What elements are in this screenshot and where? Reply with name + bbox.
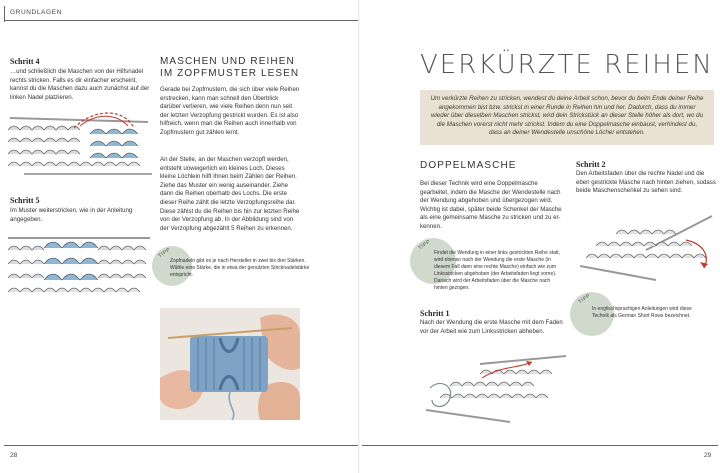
doppelmasche-paragraph: Bei dieser Technik wird eine Doppelmasche gearbeitet, indem die Masche der Wendestelle nach der Wendung abgehoben und übergezogen wird. Wichtig ist dabei, später beide Schenkel der Masche als eine gemeinsame Masche zu stricken und zu erkennen.	[420, 180, 562, 230]
step1-text: Nach der Wendung die erste Masche mit dem Faden vor der Arbeit wie zum Linksstricken abheben.	[420, 319, 563, 335]
knitting-photo	[160, 308, 300, 420]
tip-text-right-2: In englischsprachigen Anleitungen wird diese Technik als German Short Rows bezeichnet.	[592, 306, 692, 319]
reading-paragraph-2: An der Stelle, an der Maschen verzopft werden, entsteht unweigerlich ein kleines Loch. Dieses kleine Löchlein hilft Ihnen beim Zählen der Reihen. Ziehe das Muster ein wenig auseinander. Ziehe dann die Reihen oberhalb des Lochs. Die erste dieser Reihe zählt die letzte Verzopfungsreihe dar. Diese zählst du die Reihen bis hin zur letzten Reihe von der Verzopfung ab. In der Abbildung sind von der Verzopfung abgezählt 5 Reihen zu erkennen.	[160, 156, 300, 232]
tip-label: TIPP	[157, 246, 172, 260]
footer-rule	[4, 445, 358, 446]
step2-text: Den Arbeitsfaden über die rechte Nadel und die eben gestrickte Masche nach hinten ziehen, sodass beide Maschenschenkel zu sehen sind.	[576, 170, 716, 195]
step4-title: Schritt 4	[10, 57, 40, 66]
reading-paragraph-1: Gerade bei Zopfmustern, die sich über viele Reihen erstrecken, kann man schnell den Überblick darüber verlieren, wie viele Reihen denn nun seit der letzten Verzopfung gestrickt wurden. Es ist also hilfreich, wenn man die Reihen auch innerhalb von Zopfmustern gut zählen lernt.	[160, 86, 300, 136]
tip-label-right-1: TIPP	[417, 238, 432, 252]
section-label: GRUNDLAGEN	[10, 9, 62, 16]
footer-rule-right	[362, 445, 718, 446]
page-number-right: 29	[704, 452, 712, 459]
tip-label-right-2: TIPP	[577, 292, 592, 306]
page-number-left: 28	[10, 452, 18, 459]
reading-heading	[160, 56, 350, 80]
reading-heading-line2: IM ZOPFMUSTER LESEN	[160, 68, 300, 79]
step4-text: …und schließlich die Maschen von der Hilfsnadel rechts stricken. Falls es dir einfacher erscheint, kannst du die Maschen dazu auch zunächst auf der linken Nadel platzieren.	[10, 68, 150, 101]
doppelmasche-heading: DOPPELMASCHE	[420, 160, 517, 171]
chapter-title: VERKÜRZTE REIHEN	[420, 50, 714, 80]
step4-illustration	[4, 108, 154, 180]
step5-text: Im Muster weiterstricken, wie in der Anleitung angegeben.	[10, 207, 133, 223]
step2-illustration	[576, 210, 716, 288]
step5-illustration	[4, 230, 154, 302]
step1-title: Schritt 1	[420, 309, 450, 318]
tip-text: Zopfnadeln gibt es je nach Hersteller in zwei bis drei Stärken. Wähle eine Stärke, die in etwa der genutzten Stricknadelstärke entspricht.	[170, 258, 310, 278]
section-rule	[4, 20, 358, 21]
step5-title: Schritt 5	[10, 196, 40, 205]
step1-illustration	[420, 348, 568, 428]
tip-text-right-1: Findet die Wendung in einer links gestrickten Reihe statt, wird ebenso nach der Wendung die erste Masche (in diesem Fall dann eine rechte Masche) einfach wie zum Linksstricken abgehoben (der Arbeitsfaden liegt vorne). Danach wird der Arbeitsfaden über die Masche nach hinten gezogen.	[434, 250, 561, 291]
reading-heading-line1: MASCHEN UND REIHEN	[160, 56, 295, 67]
step2-title: Schritt 2	[576, 160, 606, 169]
intro-box	[420, 90, 714, 145]
intro-text: Um verkürzte Reihen zu stricken, wendest du deine Arbeit schon, bevor du beim Ende deiner Reihe angekommen bist bzw. strickst in einer Runde in Reihen hin und her. Dadurch, dass du immer wieder über dieselben Maschen strickst, wird dein Strickstück an dieser Stelle höher als dort, wo du die Maschen vorerst nicht mehr strickst. Indem du eine Doppelmasche einbaust, verhindest du, dass an deiner Wendestelle unschöne Löcher entstehen.	[430, 95, 704, 136]
